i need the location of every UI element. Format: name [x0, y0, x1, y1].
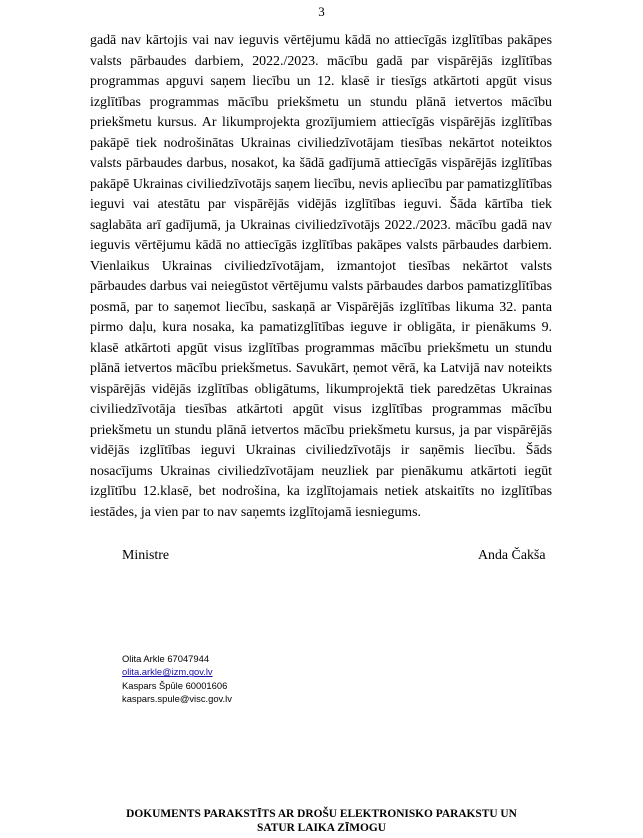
contact-olita-phone: Olita Arkle 67047944 — [122, 653, 210, 664]
e-signature-notice — [0, 807, 643, 835]
contact-kaspars-email: kaspars.spule@visc.gov.lv — [122, 692, 232, 704]
e-signature-notice-line1: DOKUMENTS PARAKSTĪTS AR DROŠU ELEKTRONISKO PARAKSTU UN — [126, 808, 517, 820]
signatory-name: Anda Čakša — [478, 548, 546, 563]
body-paragraph — [90, 31, 552, 523]
body-paragraph-text: gadā nav kārtojis vai nav ieguvis vērtējumu kādā no attiecīgās izglītības pakāpes valsts pārbaudes darbiem, 2022./2023. mācību gadā par vispārējās izglītības programmas apguvi saņem liecību un 12. klasē ir tiesīgs atkārtoti apgūt visus izglītības programmas mācību priekšmetu un stundu plānā ietvertos mācību priekšmetu kursus. Ar likumprojekta grozījumiem attiecīgās vispārējās izglītības pakāpē tiek nodrošinātas Ukrainas civiliedzīvotājam tiesības nekārtot noteiktos valsts pārbaudes darbus, nosakot, ka šādā gadījumā attiecīgās vispārējās izglītības pakāpē Ukrainas civiliedzīvotājs saņem liecību, nevis apliecību par pamatizglītības ieguvi vai atestātu par vispārējās vidējās izglītības ieguvi. Šāda kārtība tiek saglabāta arī gadījumā, ja Ukrainas civiliedzīvotājs 2022./2023. mācību gadā nav ieguvis vērtējumu kādā no attiecīgās izglītības pakāpes valsts pārbaudes darbiem. Vienlaikus Ukrainas civiliedzīvotājam, izmantojot tiesības nekārtot valsts pārbaudes darbus vai neiegūstot vērtējumu valsts pārbaudes darbos pamatizglītības posmā, par to saņemot liecību, saskaņā ar Vispārējās izglītības likuma 32. panta pirmo daļu, kura nosaka, ka pamatizglītības ieguve ir obligāta, ir pienākums 9. klasē atkārtoti apgūt visus izglītības programmas mācību priekšmetu un stundu plānā ietvertos mācību priekšmetus. Savukārt, ņemot vērā, ka Latvijā nav noteikts vispārējās vidējās izglītības obligātums, likumprojektā tiek paredzētas Ukrainas civiliedzīvotāja tiesības atkārtoti apgūt visus izglītības programmas mācību priekšmetu un stundu plānā ietvertos mācību priekšmetu kursus, ja par vispārējās vidējās izglītības ieguvi Ukrainas civiliedzīvotājs ir saņēmis liecību. Šāds nosacījums Ukrainas civiliedzīvotājam neuzliek par pienākumu atkārtoti iegūt izglītību 12.klasē, bet nodrošina, ka izglītojamais netiek atskaitīts no izglītības iestādes, ja vien par to nav saņemts izglītojamā iesniegums. — [90, 33, 552, 520]
contact-kaspars-phone: Kaspars Špūle 60001606 — [122, 679, 228, 691]
e-signature-notice-line2: SATUR LAIKA ZĪMOGU — [257, 822, 386, 834]
signatory-title: Ministre — [122, 548, 170, 563]
page-number: 3 — [318, 4, 325, 19]
contact-block — [122, 652, 232, 705]
contact-olita-email-link[interactable]: olita.arkle@izm.gov.lv — [122, 666, 213, 678]
